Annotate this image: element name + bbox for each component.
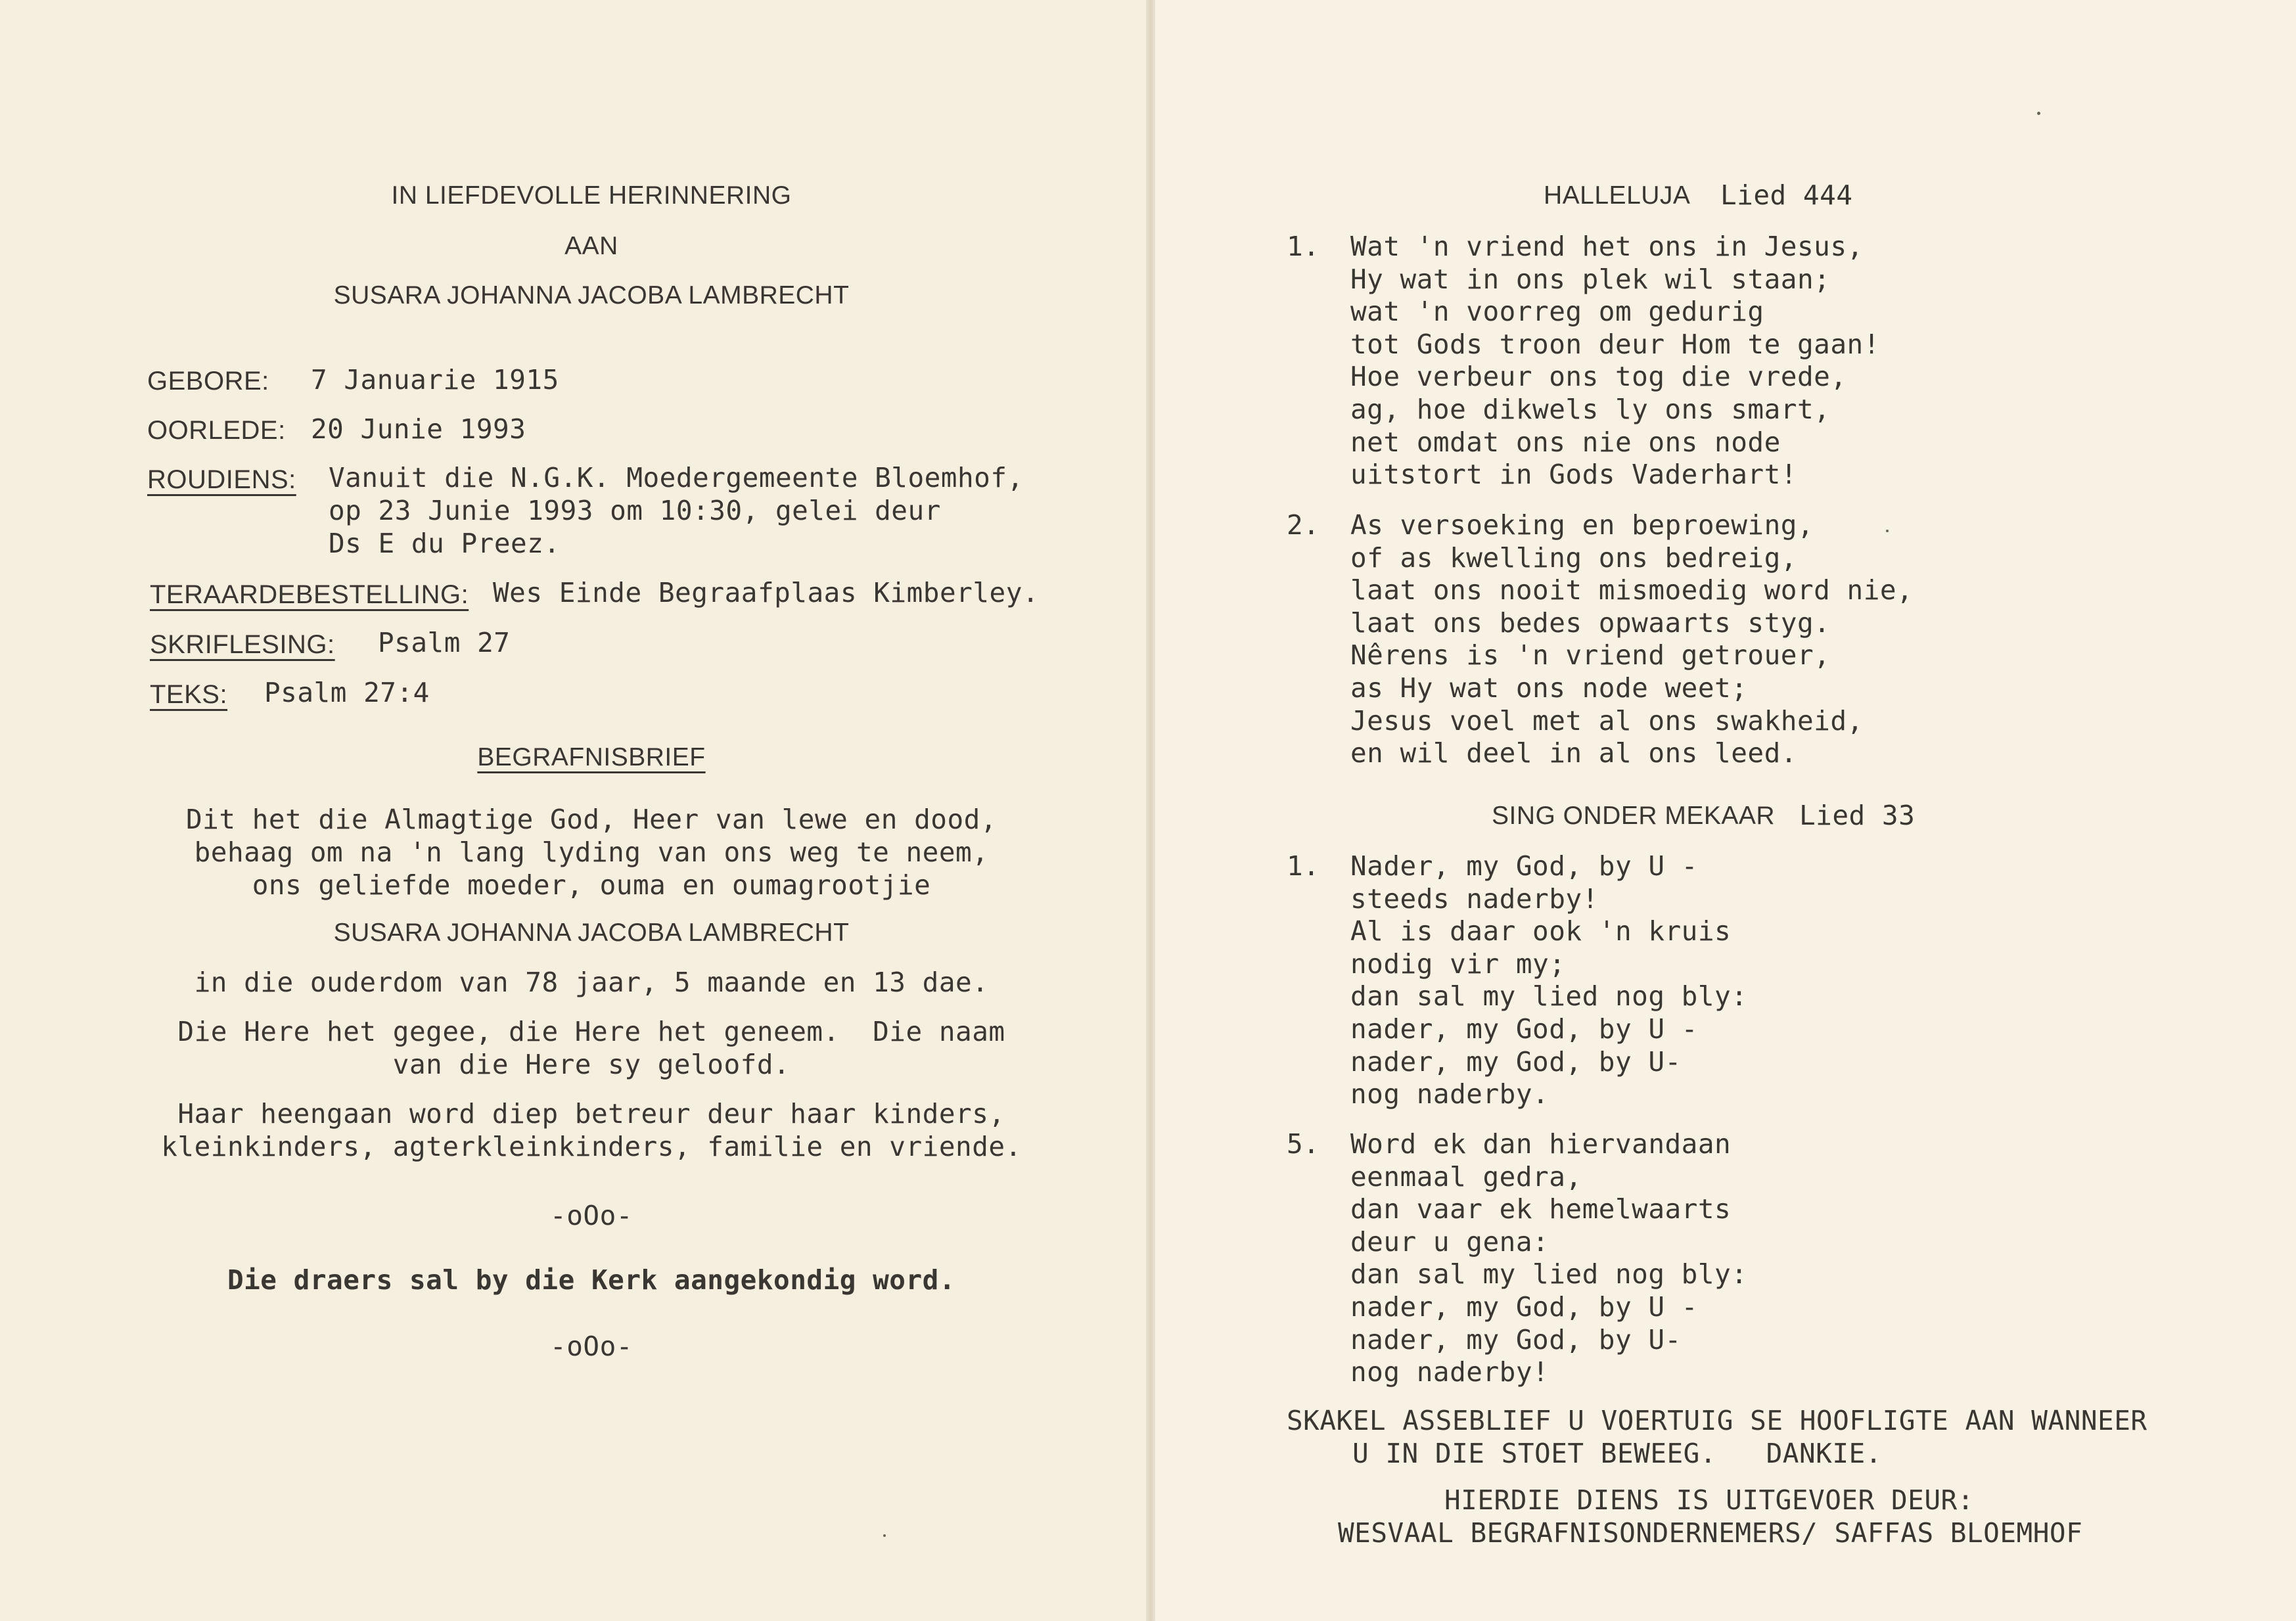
paper-speck <box>2037 112 2040 115</box>
letter-mourn-line: Haar heengaan word diep betreur deur haar kinders, <box>177 1098 1005 1130</box>
verse-line: Hoe verbeur ons tog die vrede, <box>1350 361 1847 393</box>
verse-line: Al is daar ook 'n kruis <box>1350 915 1732 947</box>
verse-line: dan sal my lied nog bly: <box>1350 1258 1748 1290</box>
verse-line: Nader, my God, by U - <box>1350 850 1698 882</box>
text-value: Psalm 27:4 <box>264 677 430 708</box>
verse-line: Nêrens is 'n vriend getrouer, <box>1350 639 1831 672</box>
verse-line: nog naderby! <box>1350 1356 1550 1388</box>
verse-line: nodig vir my; <box>1350 947 1566 980</box>
verse-line: dan sal my lied nog bly: <box>1350 980 1748 1013</box>
born-label: GEBORE: <box>147 367 269 396</box>
verse-line: en wil deel in al ons leed. <box>1350 737 1797 769</box>
died-label: OORLEDE: <box>147 416 286 445</box>
service-line: Vanuit die N.G.K. Moedergemeente Bloemhof, <box>329 462 1024 493</box>
hymn-1-number: Lied 444 <box>1720 179 1853 211</box>
verse-line: laat ons nooit mismoedig word nie, <box>1350 574 1914 606</box>
letter-quote-line: van die Here sy geloofd. <box>392 1049 791 1080</box>
verse-number: 2. <box>1287 509 1320 541</box>
verse-line: Wat 'n vriend het ons in Jesus, <box>1350 231 1864 262</box>
letter-title: BEGRAFNISBRIEF <box>477 743 706 771</box>
born-value: 7 Januarie 1915 <box>311 364 559 396</box>
verse-line: Hy wat in ons plek wil staan; <box>1350 263 1831 295</box>
verse-line: As versoeking en beproewing, <box>1350 509 1814 541</box>
letter-quote-line: Die Here het gegee, die Here het geneem. Die naam <box>177 1016 1005 1047</box>
verse-line: nader, my God, by U- <box>1350 1045 1682 1078</box>
verse-number: 5. <box>1287 1128 1320 1160</box>
letter-deceased-name: SUSARA JOHANNA JACOBA LAMBRECHT <box>333 919 850 947</box>
memorial-heading: IN LIEFDEVOLLE HERINNERING <box>391 181 792 210</box>
text-label: TEKS: <box>150 680 228 709</box>
service-line: op 23 Junie 1993 om 10:30, gelei deur <box>329 495 941 526</box>
verse-line: steeds naderby! <box>1350 882 1599 915</box>
letter-mourn-line: kleinkinders, agterkleinkinders, familie en vriende. <box>161 1131 1022 1162</box>
separator: -oOo- <box>550 1331 633 1362</box>
verse-line: ag, hoe dikwels ly ons smart, <box>1350 394 1831 425</box>
reading-value: Psalm 27 <box>378 627 511 658</box>
letter-text-line: behaag om na 'n lang lyding van ons weg te neem, <box>194 836 989 868</box>
letter-text-line: ons geliefde moeder, ouma en oumagrootjie <box>252 869 931 901</box>
letter-text-line: Dit het die Almagtige God, Heer van lewe en dood, <box>185 804 998 835</box>
footer-line: WESVAAL BEGRAFNISONDERNEMERS/ SAFFAS BLOEMHOF <box>1338 1517 2083 1549</box>
hymn-2-number: Lied 33 <box>1799 800 1916 831</box>
hymn-2-title: SING ONDER MEKAAR <box>1492 802 1776 830</box>
memorial-heading-aan: AAN <box>564 232 618 260</box>
separator: -oOo- <box>550 1200 633 1231</box>
verse-line: nader, my God, by U - <box>1350 1291 1698 1323</box>
verse-line: as Hy wat ons node weet; <box>1350 672 1748 704</box>
service-label: ROUDIENS: <box>147 465 296 494</box>
verse-line: net omdat ons nie ons node <box>1350 426 1781 458</box>
verse-number: 1. <box>1287 231 1320 262</box>
service-line: Ds E du Preez. <box>329 528 561 559</box>
paper-speck <box>883 1534 886 1537</box>
footer-line: HIERDIE DIENS IS UITGEVOER DEUR: <box>1444 1484 1974 1516</box>
verse-line: Word ek dan hiervandaan <box>1350 1128 1732 1160</box>
burial-label: TERAARDEBESTELLING: <box>150 580 469 609</box>
deceased-name-heading: SUSARA JOHANNA JACOBA LAMBRECHT <box>333 281 850 309</box>
verse-line: nog naderby. <box>1350 1078 1550 1110</box>
verse-line: dan vaar ek hemelwaarts <box>1350 1193 1732 1225</box>
verse-line: of as kwelling ons bedreig, <box>1350 541 1797 574</box>
letter-age: in die ouderdom van 78 jaar, 5 maande en 13 dae. <box>194 967 989 998</box>
verse-number: 1. <box>1287 850 1320 882</box>
paper-speck <box>1886 530 1889 532</box>
died-value: 20 Junie 1993 <box>311 413 526 445</box>
verse-line: tot Gods troon deur Hom te gaan! <box>1350 328 1880 360</box>
reading-label: SKRIFLESING: <box>150 630 335 659</box>
verse-line: Jesus voel met al ons swakheid, <box>1350 704 1864 737</box>
burial-value: Wes Einde Begraafplaas Kimberley. <box>493 577 1040 608</box>
verse-line: eenmaal gedra, <box>1350 1160 1582 1193</box>
notice-line: SKAKEL ASSEBLIEF U VOERTUIG SE HOOFLIGTE AAN WANNEER <box>1287 1405 2147 1436</box>
verse-line: laat ons bedes opwaarts styg. <box>1350 606 1831 639</box>
verse-line: wat 'n voorreg om gedurig <box>1350 296 1764 328</box>
hymn-1-title: HALLELUJA <box>1544 181 1691 210</box>
verse-line: deur u gena: <box>1350 1225 1550 1258</box>
bearers-note: Die draers sal by die Kerk aangekondig word. <box>227 1264 956 1296</box>
notice-line: U IN DIE STOET BEWEEG. DANKIE. <box>1352 1438 1882 1469</box>
verse-line: nader, my God, by U - <box>1350 1013 1698 1045</box>
verse-line: nader, my God, by U- <box>1350 1323 1682 1356</box>
verse-line: uitstort in Gods Vaderhart! <box>1350 459 1797 491</box>
